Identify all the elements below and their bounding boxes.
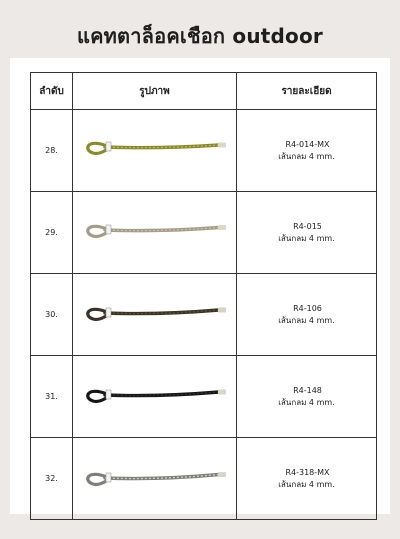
header-image: รูปภาพ — [73, 73, 237, 110]
rope-image — [79, 132, 229, 160]
rope-size: เส้นกลม 4 mm. — [278, 233, 335, 243]
catalog-table — [30, 72, 377, 520]
rope-size: เส้นกลม 4 mm. — [278, 397, 335, 407]
rope-detail-cell — [237, 274, 377, 356]
rope-image-cell — [73, 356, 237, 438]
rope-detail-cell — [237, 356, 377, 438]
rope-code: R4-148 — [293, 385, 322, 395]
catalog-title: แคทตาล็อคเชือก outdoor — [76, 24, 323, 48]
rope-image — [79, 296, 229, 324]
catalog-sheet — [10, 58, 390, 514]
table-row — [31, 356, 377, 438]
rope-image — [79, 460, 229, 488]
rope-code: R4-014-MX — [285, 139, 330, 149]
rope-size: เส้นกลม 4 mm. — [278, 151, 335, 161]
rope-size: เส้นกลม 4 mm. — [278, 315, 335, 325]
rope-image-cell — [73, 110, 237, 192]
header-no: ลำดับ — [31, 73, 73, 110]
row-number: 28. — [31, 110, 73, 192]
row-number: 31. — [31, 356, 73, 438]
rope-size: เส้นกลม 4 mm. — [278, 479, 335, 489]
rope-detail-cell — [237, 110, 377, 192]
row-number: 29. — [31, 192, 73, 274]
rope-image — [79, 214, 229, 242]
table-row — [31, 110, 377, 192]
table-row — [31, 438, 377, 520]
rope-image — [79, 378, 229, 406]
table-row — [31, 192, 377, 274]
table-header-row — [31, 73, 377, 110]
table-row — [31, 274, 377, 356]
header-detail: รายละเอียด — [237, 73, 377, 110]
rope-image-cell — [73, 274, 237, 356]
row-number: 30. — [31, 274, 73, 356]
rope-code: R4-106 — [293, 303, 322, 313]
rope-code: R4-318-MX — [285, 467, 330, 477]
rope-image-cell — [73, 438, 237, 520]
rope-detail-cell — [237, 192, 377, 274]
row-number: 32. — [31, 438, 73, 520]
rope-detail-cell — [237, 438, 377, 520]
rope-code: R4-015 — [293, 221, 322, 231]
rope-image-cell — [73, 192, 237, 274]
